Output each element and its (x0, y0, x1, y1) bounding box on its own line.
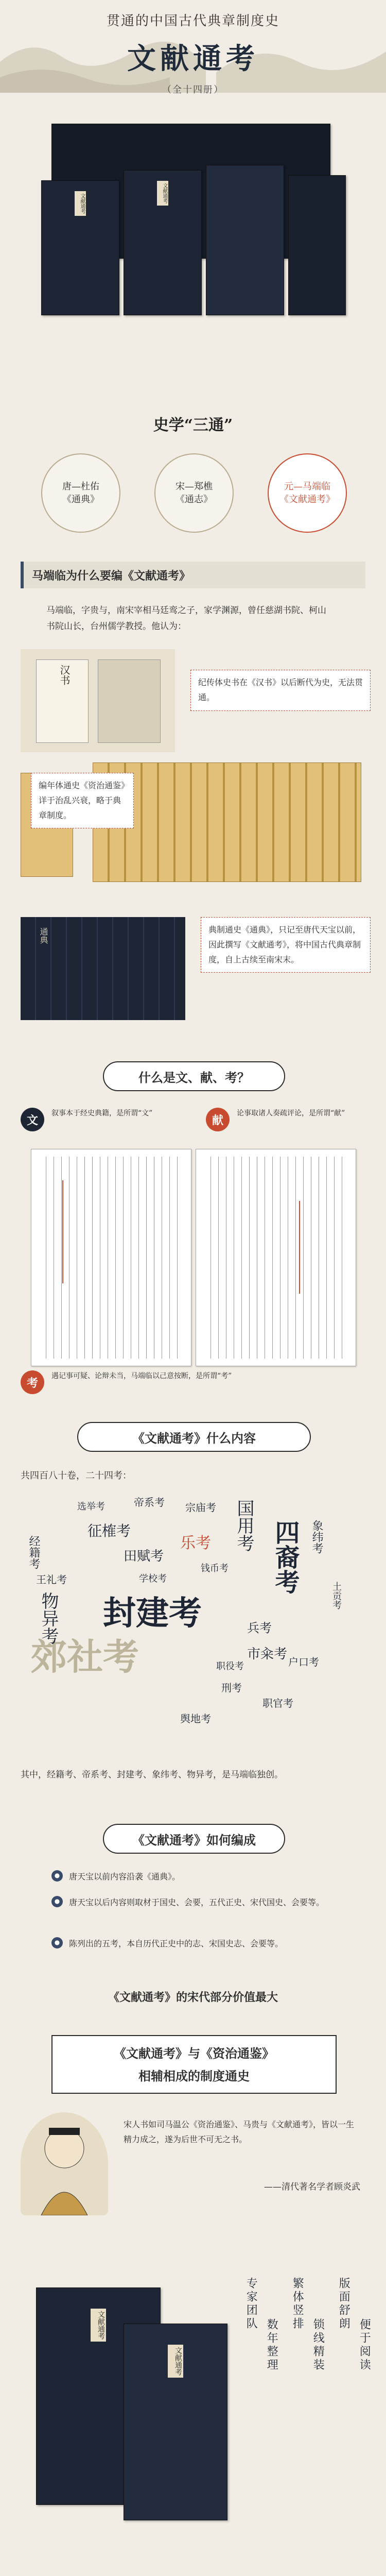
volume-count: （全十四册） (162, 84, 224, 95)
content-summary: 共四百八十卷，二十四考： (21, 1470, 132, 1481)
edition-feature: 繁体竖排 (291, 2277, 304, 2331)
compile-step-3: ● 陈列出的五考，本自历代正史中的志、宋国史志、会要等。 (51, 1937, 340, 1951)
word-cloud-item: 舆地考 (180, 1713, 211, 1725)
why-heading: 马端临为什么要编《文献通考》 (32, 569, 191, 583)
compare-heading-1: 《文献通考》与《资治通鉴》 (114, 2046, 274, 2061)
edition-feature: 便于阅读 (358, 2318, 371, 2372)
step-dot: ● (51, 1896, 63, 1907)
wen-description: 叙事本于经史典籍，是所谓“文” (51, 1109, 153, 1117)
word-cloud-item: 田赋考 (124, 1549, 164, 1564)
compare-heading-box (51, 2035, 337, 2094)
word-cloud-item: 兵考 (247, 1621, 272, 1635)
santong-item-author: 唐—杜佑 (62, 481, 99, 492)
book-set-image: 文献通考 文献通考 (31, 103, 355, 397)
why-point-3: 典制通史《通典》，只记至唐代天宝以前，因此撰写《文献通考》，将中国古代典章制度，自上古续至南宋末。 (201, 917, 371, 973)
word-cloud-item: 帝系考 (134, 1496, 165, 1509)
compile-step-1: ● 唐天宝以前内容沿袭《通典》。 (51, 1870, 340, 1884)
word-cloud-item: 物异考 (38, 1592, 59, 1645)
xian-description: 论事取诸人奏疏评论，是所谓“献” (237, 1109, 345, 1117)
scholar-portrait (21, 2112, 108, 2215)
word-cloud-item: 户口考 (288, 1656, 319, 1668)
hanshu-book-image: 汉书 (21, 649, 175, 752)
wen-char: 文 (21, 1108, 44, 1131)
kao-char: 考 (21, 1370, 44, 1394)
word-cloud-item: 封建考 (103, 1594, 202, 1633)
santong-item-author: 宋—郑樵 (176, 481, 213, 492)
word-cloud-item: 刑考 (221, 1682, 242, 1694)
santong-item-book: 《通志》 (176, 494, 213, 505)
kao-description: 遇记事可疑、论辩未当，马端临以己意按断，是所谓“考” (51, 1372, 232, 1380)
word-cloud (21, 1489, 365, 1757)
step-dot: ● (51, 1937, 63, 1948)
santong-item-book: 《文献通考》 (279, 494, 335, 505)
compare-heading-2: 相辅相成的制度通史 (138, 2069, 250, 2083)
word-cloud-item: 经籍考 (27, 1535, 40, 1569)
compile-footer: 《文献通考》的宋代部分价值最大 (108, 1991, 278, 2004)
word-cloud-item: 王礼考 (36, 1573, 67, 1586)
why-heading-bar (21, 562, 365, 588)
compile-heading: 《文献通考》如何编成 (103, 1824, 285, 1854)
why-intro: 马端临，字贵与，南宋宰相马廷鸾之子，家学渊源，曾任慈湖书院、柯山书院山长，台州儒学教授。他认为： (46, 605, 326, 632)
page-subtitle: 贯通的中国古代典章制度史 (106, 13, 279, 29)
edition-feature: 版面舒朗 (337, 2277, 350, 2331)
word-cloud-item: 学校考 (139, 1573, 167, 1584)
step-dot: ● (51, 1870, 63, 1882)
santong-item-wenxian (268, 453, 347, 533)
xian-char: 献 (206, 1108, 230, 1131)
compare-attribution: ——清代著名学者顾炎武 (264, 2182, 360, 2192)
edition-feature: 锁线精装 (311, 2318, 325, 2372)
santong-item-book: 《通典》 (62, 494, 99, 505)
santong-item-author: 元—马端临 (284, 481, 330, 492)
edition-feature: 专家团队 (244, 2277, 258, 2331)
edition-book-image: 文献通考 文献通考 (21, 2267, 237, 2555)
document-page-right (196, 1149, 356, 1366)
compile-step-2: ● 唐天宝以后内容则取材于国史、会要，五代正史、宋代国史、会要等。 (51, 1896, 340, 1909)
word-cloud-item: 市籴考 (247, 1647, 288, 1662)
word-cloud-item: 钱币考 (201, 1563, 229, 1574)
page-title: 文献通考 (127, 42, 259, 76)
santong-item-tongzhi (154, 453, 234, 533)
word-cloud-item: 征榷考 (87, 1522, 131, 1539)
word-cloud-item: 职役考 (216, 1661, 244, 1672)
word-cloud-item: 职官考 (262, 1697, 293, 1709)
heading-mark (21, 562, 24, 588)
content-note: 其中，经籍考、帝系考、封建考、象纬考、物异考，是马端临独创。 (21, 1770, 283, 1780)
word-cloud-item: 宗庙考 (185, 1501, 216, 1514)
compare-quote: 宋人书如司马温公《资治通鉴》、马贵与《文献通考》，皆以一生精力成之，遂为后世不可无之书。 (124, 2120, 355, 2144)
edition-feature: 数年整理 (265, 2318, 278, 2372)
word-cloud-item: 国用考 (234, 1499, 254, 1552)
why-point-2: 编年体通史《资治通鉴》详于治乱兴衰，略于典章制度。 (31, 773, 134, 828)
santong-item-tongdian (41, 453, 120, 533)
santong-heading: 史学“三通” (153, 416, 233, 434)
what-heading: 什么是文、献、考？ (103, 1061, 285, 1091)
word-cloud-item: 郊社考 (31, 1635, 139, 1678)
word-cloud-item: 土贡考 (331, 1582, 342, 1609)
content-heading: 《文献通考》什么内容 (77, 1422, 311, 1452)
why-point-1: 纪传体史书在《汉书》以后断代为史，无法贯通。 (190, 670, 371, 711)
word-cloud-item: 选举考 (77, 1501, 105, 1512)
tongdian-book-image: 通典 (21, 907, 190, 1025)
word-cloud-item: 乐考 (180, 1534, 211, 1552)
word-cloud-item: 象纬考 (310, 1520, 323, 1554)
word-cloud-item: 四裔考 (271, 1520, 300, 1594)
document-page-left (31, 1149, 191, 1366)
